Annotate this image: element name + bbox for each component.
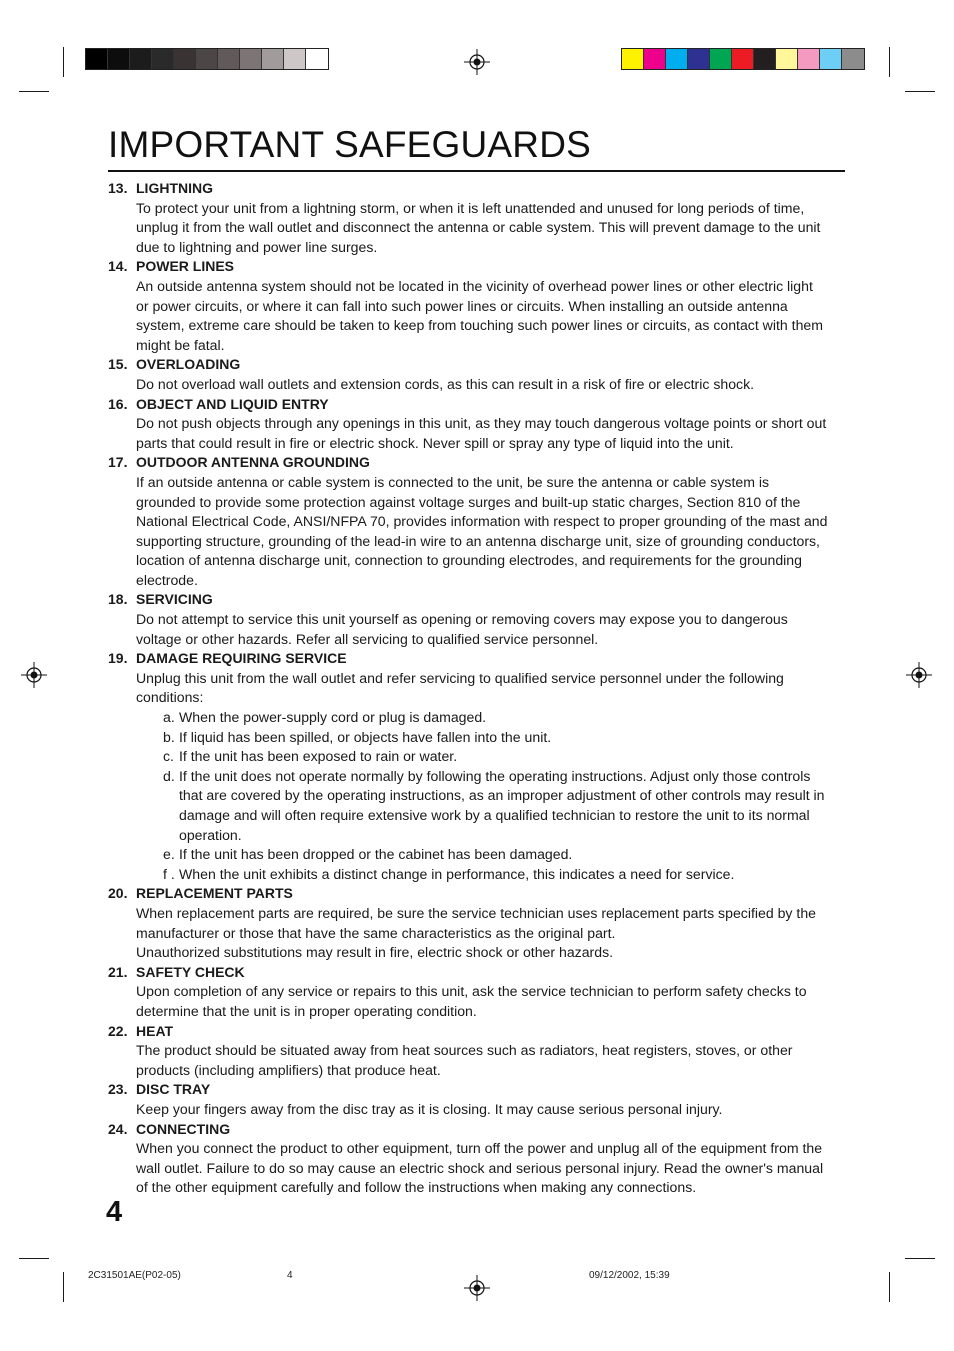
item-heading	[108, 395, 828, 415]
item-heading-text: SAFETY CHECK	[136, 963, 245, 980]
page-title: IMPORTANT SAFEGUARDS	[108, 124, 592, 165]
item-number: 13.	[108, 180, 128, 196]
item-number: 14.	[108, 258, 128, 275]
sub-item-label: c.	[163, 748, 174, 765]
item-body: Do not push objects through any openings in this unit, as they may touch dangerous voltage points or short out parts that could result in fire or electric shock. Never spill or spray any type of liquid into the unit.	[136, 415, 827, 451]
item-number: 16.	[108, 395, 128, 412]
item-heading-text: HEAT	[136, 1022, 174, 1039]
item-heading-text: REPLACEMENT PARTS	[136, 885, 293, 902]
page-number: 4	[106, 1196, 123, 1228]
item-number: 22.	[108, 1022, 128, 1039]
crop-mark	[63, 47, 64, 77]
item-heading-text: LIGHTNING	[136, 180, 213, 196]
grayscale-swatch	[240, 49, 262, 69]
registration-mark-icon	[464, 1275, 490, 1301]
footer-doc-code: 2C31501AE(P02-05)	[88, 1270, 181, 1281]
sub-item	[108, 767, 828, 845]
item-number: 20.	[108, 885, 128, 902]
safeguard-item	[108, 355, 828, 394]
item-heading	[108, 1120, 828, 1140]
sub-item-label: e.	[163, 846, 175, 863]
crop-mark	[889, 1272, 890, 1302]
grayscale-swatch	[218, 49, 240, 69]
item-heading	[108, 1022, 828, 1042]
grayscale-swatch	[108, 49, 130, 69]
item-body: Do not overload wall outlets and extension cords, as this can result in a risk of fire or electric shock.	[136, 375, 755, 392]
crop-mark	[905, 1258, 935, 1259]
safeguard-item	[108, 257, 828, 355]
item-body: Unauthorized substitutions may result in fire, electric shock or other hazards.	[136, 944, 614, 961]
safeguard-item	[108, 453, 828, 590]
item-number: 17.	[108, 454, 128, 471]
footer-page: 4	[287, 1270, 293, 1281]
item-number: 19.	[108, 650, 128, 667]
item-heading	[108, 590, 828, 610]
safeguard-item	[108, 1080, 828, 1119]
item-body: An outside antenna system should not be located in the vicinity of overhead power lines or other electric light or power circuits, or where it can fall into such power lines or circuits. When installing an outside antenna system, extreme care should be taken to keep from touching such power lines or circuits, as contact with them might be fatal.	[136, 277, 823, 353]
grayscale-swatch	[174, 49, 196, 69]
color-calibration-strip	[621, 48, 865, 70]
sub-item	[108, 708, 828, 728]
crop-mark	[905, 91, 935, 92]
sub-item-text: When the power-supply cord or plug is damaged.	[179, 709, 487, 726]
item-body: Do not attempt to service this unit yourself as opening or removing covers may expose you to dangerous voltage or other hazards. Refer all servicing to qualified service personnel.	[136, 611, 788, 647]
item-body: Keep your fingers away from the disc tray as it is closing. It may cause serious personal injury.	[136, 1100, 723, 1117]
sub-item-text: If the unit does not operate normally by following the operating instructions. Adjust only those controls that are covered by the operating instructions, as an improper adjustment of other controls may result in damage and will often require extensive work by a qualified technician to restore the unit to its normal operation.	[179, 767, 825, 843]
grayscale-swatch	[152, 49, 174, 69]
color-swatch	[842, 49, 864, 69]
grayscale-swatch	[196, 49, 218, 69]
safeguard-item	[108, 884, 828, 962]
item-number: 15.	[108, 356, 128, 373]
safeguard-item	[108, 1120, 828, 1198]
crop-mark	[19, 91, 49, 92]
grayscale-swatch	[86, 49, 108, 69]
item-number: 24.	[108, 1120, 128, 1137]
grayscale-swatch	[130, 49, 152, 69]
color-swatch	[798, 49, 820, 69]
sub-item-label: f .	[163, 865, 175, 882]
color-swatch	[820, 49, 842, 69]
safeguard-item	[108, 179, 828, 257]
item-number: 21.	[108, 963, 128, 980]
color-swatch	[754, 49, 776, 69]
grayscale-swatch	[306, 49, 328, 69]
grayscale-swatch	[284, 49, 306, 69]
title-underline	[108, 170, 845, 172]
item-heading-text: SERVICING	[136, 591, 213, 608]
item-body: The product should be situated away from heat sources such as radiators, heat registers, stoves, or other products (including amplifiers) that produce heat.	[136, 1042, 793, 1078]
item-number: 18.	[108, 591, 128, 608]
crop-mark	[889, 47, 890, 77]
color-swatch	[710, 49, 732, 69]
item-heading	[108, 179, 828, 199]
item-heading-text: DAMAGE REQUIRING SERVICE	[136, 650, 347, 667]
color-swatch	[732, 49, 754, 69]
item-body: If an outside antenna or cable system is connected to the unit, be sure the antenna or cable system is grounded to provide some protection against voltage surges and built-up static charges, Section 810 of the National Electrical Code, ANSI/NFPA 70, provides information with respect to proper grounding of the mast and supporting structure, grounding of the lead-in wire to an antenna discharge unit, size of grounding conductors, location of antenna discharge unit, connection to grounding electrodes, and requirements for the grounding electrode.	[136, 473, 828, 588]
color-swatch	[688, 49, 710, 69]
crop-mark	[19, 1258, 49, 1259]
registration-mark-icon	[21, 662, 47, 688]
safeguards-list	[108, 179, 828, 1198]
item-body: Upon completion of any service or repairs to this unit, ask the service technician to perform safety checks to determine that the unit is in proper operating condition.	[136, 983, 807, 1019]
sub-item-label: a.	[163, 709, 175, 726]
sub-item-text: If liquid has been spilled, or objects have fallen into the unit.	[179, 728, 552, 745]
registration-mark-icon	[464, 49, 490, 75]
safeguard-item	[108, 395, 828, 454]
sub-item	[108, 865, 828, 885]
safeguard-item	[108, 590, 828, 649]
crop-mark	[63, 1272, 64, 1302]
sub-item-text: When the unit exhibits a distinct change in performance, this indicates a need for service.	[179, 865, 735, 882]
sub-item	[108, 747, 828, 767]
sub-item-text: If the unit has been exposed to rain or water.	[179, 748, 458, 765]
sub-item-label: d.	[163, 767, 175, 784]
item-heading-text: OBJECT AND LIQUID ENTRY	[136, 395, 329, 412]
item-body: When you connect the product to other equipment, turn off the power and unplug all of the equipment from the wall outlet. Failure to do so may cause an electric shock and serious personal injury. Read the owner's manual of the other equipment carefully and follow the instructions when making any connections.	[136, 1140, 824, 1196]
item-heading-text: OVERLOADING	[136, 356, 241, 373]
color-swatch	[666, 49, 688, 69]
item-heading	[108, 649, 828, 669]
item-heading	[108, 884, 828, 904]
item-heading	[108, 355, 828, 375]
item-heading	[108, 453, 828, 473]
item-body: Unplug this unit from the wall outlet and refer servicing to qualified service personnel under the following conditions:	[136, 669, 784, 706]
safeguard-item	[108, 1022, 828, 1081]
item-heading	[108, 1080, 828, 1100]
safeguard-item	[108, 649, 828, 884]
color-swatch	[776, 49, 798, 69]
sub-item-label: b.	[163, 728, 175, 745]
sub-item	[108, 845, 828, 865]
safeguard-item	[108, 963, 828, 1022]
footer-datetime: 09/12/2002, 15:39	[589, 1270, 670, 1281]
item-heading	[108, 963, 828, 983]
sub-item	[108, 728, 828, 748]
item-body: When replacement parts are required, be sure the service technician uses replacement parts specified by the manufacturer or those that have the same characteristics as the original part.	[136, 904, 816, 941]
grayscale-swatch	[262, 49, 284, 69]
item-body: To protect your unit from a lightning storm, or when it is left unattended and unused for long periods of time, unplug it from the wall outlet and disconnect the antenna or cable system. This will prevent damage to the unit due to lightning and power line surges.	[136, 199, 821, 255]
color-swatch	[622, 49, 644, 69]
item-heading	[108, 257, 828, 277]
registration-mark-icon	[906, 662, 932, 688]
item-number: 23.	[108, 1081, 128, 1098]
sub-item-text: If the unit has been dropped or the cabinet has been damaged.	[179, 846, 573, 863]
item-heading-text: DISC TRAY	[136, 1081, 211, 1098]
grayscale-calibration-strip	[85, 48, 329, 70]
color-swatch	[644, 49, 666, 69]
item-heading-text: POWER LINES	[136, 258, 235, 275]
item-heading-text: CONNECTING	[136, 1120, 231, 1137]
item-heading-text: OUTDOOR ANTENNA GROUNDING	[136, 454, 370, 471]
